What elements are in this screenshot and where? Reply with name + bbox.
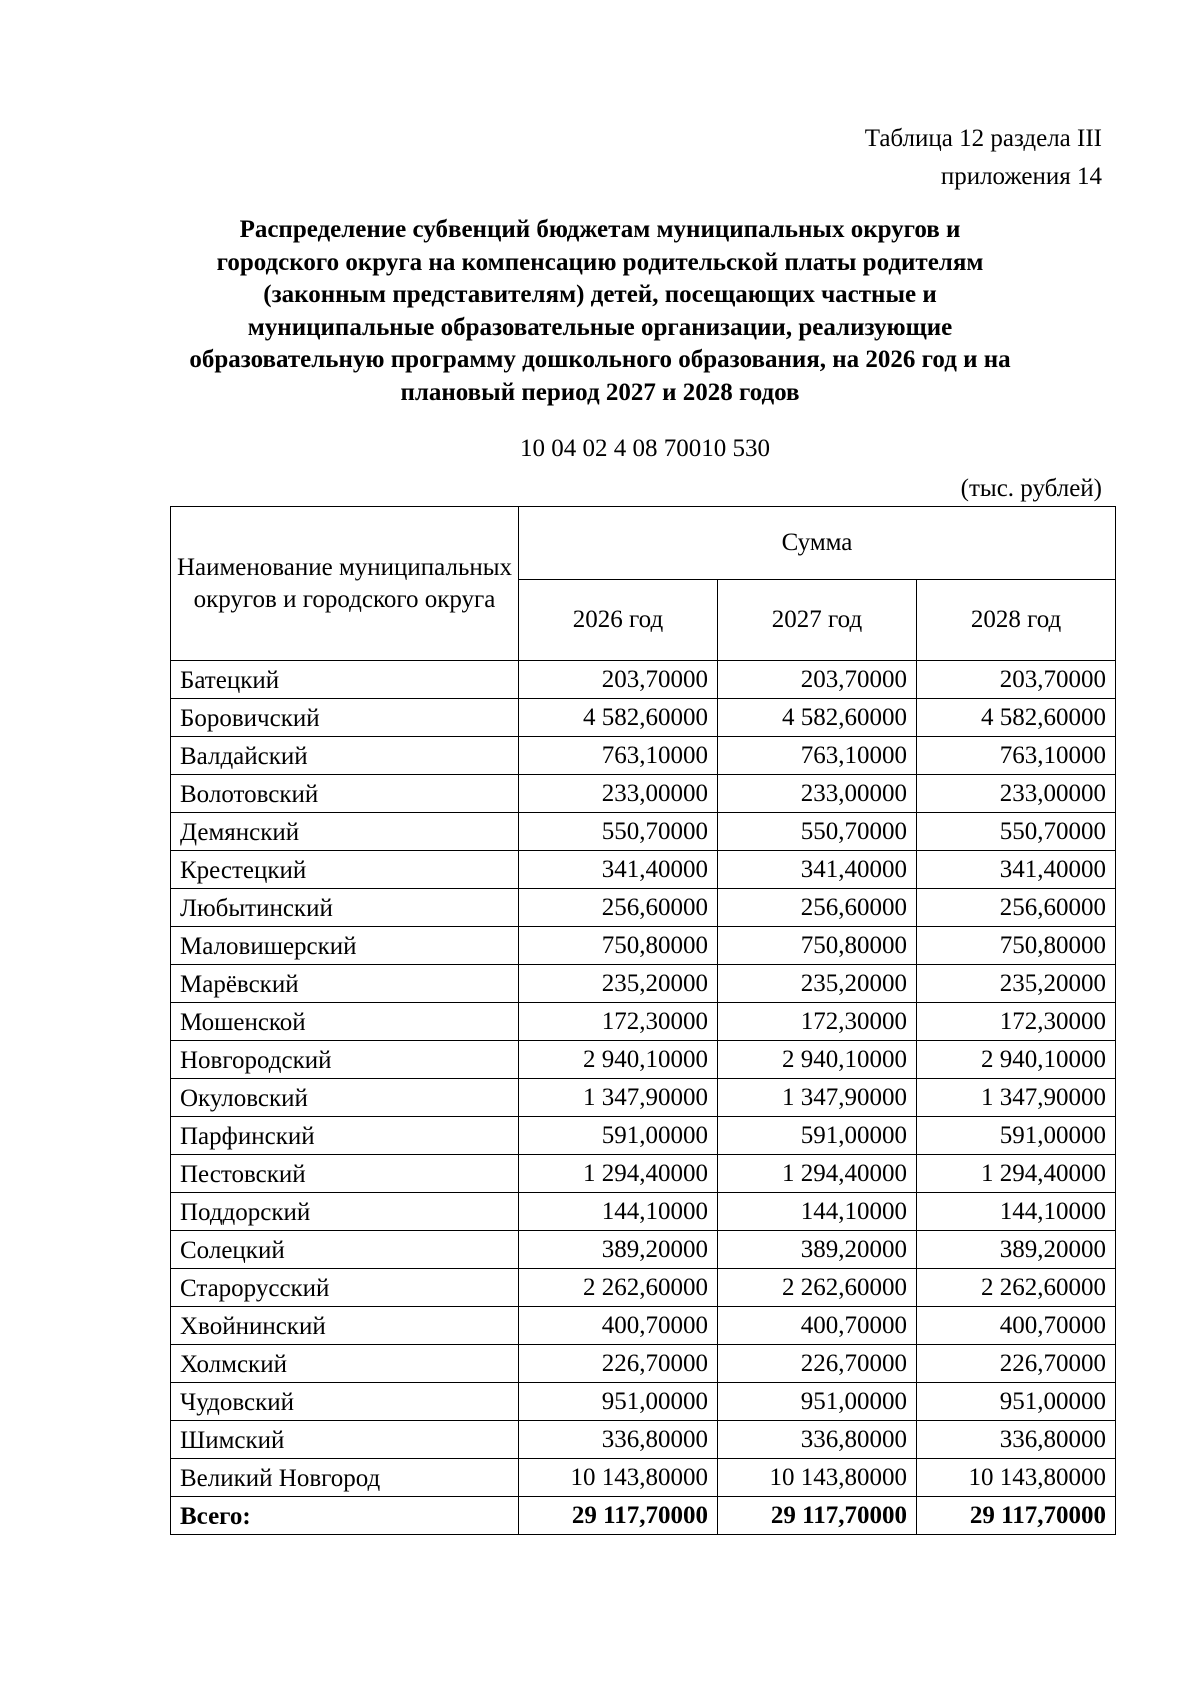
amount-2028: 1 294,40000 xyxy=(917,1155,1116,1193)
table-row xyxy=(171,1155,1116,1193)
amount-2027: 4 582,60000 xyxy=(718,699,917,737)
amount-2028: 172,30000 xyxy=(917,1003,1116,1041)
table-row xyxy=(171,813,1116,851)
table-row xyxy=(171,737,1116,775)
amount-2027: 10 143,80000 xyxy=(718,1459,917,1497)
municipality-name: Новгородский xyxy=(171,1041,519,1079)
amount-2027: 172,30000 xyxy=(718,1003,917,1041)
header-year-2027: 2027 год xyxy=(718,580,917,661)
amount-2028: 951,00000 xyxy=(917,1383,1116,1421)
amount-2027: 235,20000 xyxy=(718,965,917,1003)
amount-2027: 763,10000 xyxy=(718,737,917,775)
municipality-name: Батецкий xyxy=(171,661,519,699)
amount-2027: 2 262,60000 xyxy=(718,1269,917,1307)
amount-2028: 400,70000 xyxy=(917,1307,1116,1345)
table-row xyxy=(171,1383,1116,1421)
municipality-name: Марёвский xyxy=(171,965,519,1003)
table-row xyxy=(171,1117,1116,1155)
budget-classification-code: 10 04 02 4 08 70010 530 xyxy=(520,435,770,462)
table-row xyxy=(171,1193,1116,1231)
table-row xyxy=(171,851,1116,889)
amount-2027: 2 940,10000 xyxy=(718,1041,917,1079)
municipality-name: Шимский xyxy=(171,1421,519,1459)
amount-2028: 389,20000 xyxy=(917,1231,1116,1269)
table-body xyxy=(171,661,1116,1535)
amount-2026: 226,70000 xyxy=(519,1345,718,1383)
municipality-name: Крестецкий xyxy=(171,851,519,889)
table-row xyxy=(171,699,1116,737)
amount-2028: 591,00000 xyxy=(917,1117,1116,1155)
amount-2026: 341,40000 xyxy=(519,851,718,889)
amount-2026: 1 347,90000 xyxy=(519,1079,718,1117)
amount-2026: 750,80000 xyxy=(519,927,718,965)
amount-2026: 256,60000 xyxy=(519,889,718,927)
header-year-2026: 2026 год xyxy=(519,580,718,661)
amount-2027: 226,70000 xyxy=(718,1345,917,1383)
municipality-name: Боровичский xyxy=(171,699,519,737)
table-row xyxy=(171,1345,1116,1383)
amount-2026: 763,10000 xyxy=(519,737,718,775)
header-municipality-name: Наименование муниципальных округов и городского округа xyxy=(171,507,519,661)
municipality-name: Старорусский xyxy=(171,1269,519,1307)
header-year-2028: 2028 год xyxy=(917,580,1116,661)
table-row xyxy=(171,1307,1116,1345)
units-label: (тыс. рублей) xyxy=(960,475,1102,502)
amount-2028: 203,70000 xyxy=(917,661,1116,699)
amount-2028: 256,60000 xyxy=(917,889,1116,927)
municipality-name: Великий Новгород xyxy=(171,1459,519,1497)
total-row xyxy=(171,1497,1116,1535)
amount-2027: 400,70000 xyxy=(718,1307,917,1345)
municipality-name: Поддорский xyxy=(171,1193,519,1231)
table-row xyxy=(171,1459,1116,1497)
table-row xyxy=(171,889,1116,927)
amount-2026: 1 294,40000 xyxy=(519,1155,718,1193)
amount-2026: 233,00000 xyxy=(519,775,718,813)
amount-2026: 203,70000 xyxy=(519,661,718,699)
amount-2026: 400,70000 xyxy=(519,1307,718,1345)
amount-2027: 591,00000 xyxy=(718,1117,917,1155)
amount-2026: 951,00000 xyxy=(519,1383,718,1421)
municipality-name: Пестовский xyxy=(171,1155,519,1193)
amount-2027: 951,00000 xyxy=(718,1383,917,1421)
amount-2026: 144,10000 xyxy=(519,1193,718,1231)
amount-2026: 4 582,60000 xyxy=(519,699,718,737)
amount-2026: 2 940,10000 xyxy=(519,1041,718,1079)
amount-2028: 336,80000 xyxy=(917,1421,1116,1459)
municipality-name: Холмский xyxy=(171,1345,519,1383)
table-row xyxy=(171,661,1116,699)
table-row xyxy=(171,927,1116,965)
municipality-name: Маловишерский xyxy=(171,927,519,965)
appendix-reference: приложения 14 xyxy=(940,163,1102,190)
municipality-name: Демянский xyxy=(171,813,519,851)
table-row xyxy=(171,775,1116,813)
amount-2028: 10 143,80000 xyxy=(917,1459,1116,1497)
amount-2026: 235,20000 xyxy=(519,965,718,1003)
amount-2027: 750,80000 xyxy=(718,927,917,965)
table-row xyxy=(171,1041,1116,1079)
amount-2028: 2 262,60000 xyxy=(917,1269,1116,1307)
municipality-name: Валдайский xyxy=(171,737,519,775)
table-row xyxy=(171,1231,1116,1269)
amount-2027: 256,60000 xyxy=(718,889,917,927)
subvention-table xyxy=(170,506,1116,1535)
table-row xyxy=(171,1269,1116,1307)
amount-2026: 389,20000 xyxy=(519,1231,718,1269)
municipality-name: Любытинский xyxy=(171,889,519,927)
amount-2028: 763,10000 xyxy=(917,737,1116,775)
municipality-name: Мошенской xyxy=(171,1003,519,1041)
municipality-name: Всего: xyxy=(171,1497,519,1535)
header-sum: Сумма xyxy=(519,507,1116,580)
amount-2026: 591,00000 xyxy=(519,1117,718,1155)
amount-2028: 750,80000 xyxy=(917,927,1116,965)
amount-2027: 144,10000 xyxy=(718,1193,917,1231)
amount-2026: 29 117,70000 xyxy=(519,1497,718,1535)
municipality-name: Чудовский xyxy=(171,1383,519,1421)
amount-2028: 550,70000 xyxy=(917,813,1116,851)
amount-2027: 203,70000 xyxy=(718,661,917,699)
amount-2028: 4 582,60000 xyxy=(917,699,1116,737)
amount-2028: 235,20000 xyxy=(917,965,1116,1003)
amount-2027: 336,80000 xyxy=(718,1421,917,1459)
municipality-name: Солецкий xyxy=(171,1231,519,1269)
table-row xyxy=(171,1003,1116,1041)
table-row xyxy=(171,1079,1116,1117)
amount-2026: 2 262,60000 xyxy=(519,1269,718,1307)
document-title: Распределение субвенций бюджетам муниципальных округов и городского округа на компенсацию родительской платы родителям (законным представителям) детей, посещающих частные и муниципальные образовательные организации, реализующие образовательную программу дошкольного образования, на 2026 год и на плановый период 2027 и 2028 годов xyxy=(189,216,1011,406)
amount-2028: 341,40000 xyxy=(917,851,1116,889)
municipality-name: Волотовский xyxy=(171,775,519,813)
amount-2028: 29 117,70000 xyxy=(917,1497,1116,1535)
amount-2027: 29 117,70000 xyxy=(718,1497,917,1535)
amount-2026: 172,30000 xyxy=(519,1003,718,1041)
amount-2027: 341,40000 xyxy=(718,851,917,889)
amount-2028: 144,10000 xyxy=(917,1193,1116,1231)
amount-2027: 1 294,40000 xyxy=(718,1155,917,1193)
amount-2028: 2 940,10000 xyxy=(917,1041,1116,1079)
amount-2027: 233,00000 xyxy=(718,775,917,813)
amount-2027: 389,20000 xyxy=(718,1231,917,1269)
table-row xyxy=(171,1421,1116,1459)
municipality-name: Хвойнинский xyxy=(171,1307,519,1345)
municipality-name: Окуловский xyxy=(171,1079,519,1117)
municipality-name: Парфинский xyxy=(171,1117,519,1155)
amount-2026: 336,80000 xyxy=(519,1421,718,1459)
table-row xyxy=(171,965,1116,1003)
amount-2028: 1 347,90000 xyxy=(917,1079,1116,1117)
amount-2027: 550,70000 xyxy=(718,813,917,851)
amount-2028: 233,00000 xyxy=(917,775,1116,813)
amount-2028: 226,70000 xyxy=(917,1345,1116,1383)
amount-2026: 550,70000 xyxy=(519,813,718,851)
table-reference: Таблица 12 раздела III xyxy=(864,125,1102,152)
amount-2026: 10 143,80000 xyxy=(519,1459,718,1497)
amount-2027: 1 347,90000 xyxy=(718,1079,917,1117)
